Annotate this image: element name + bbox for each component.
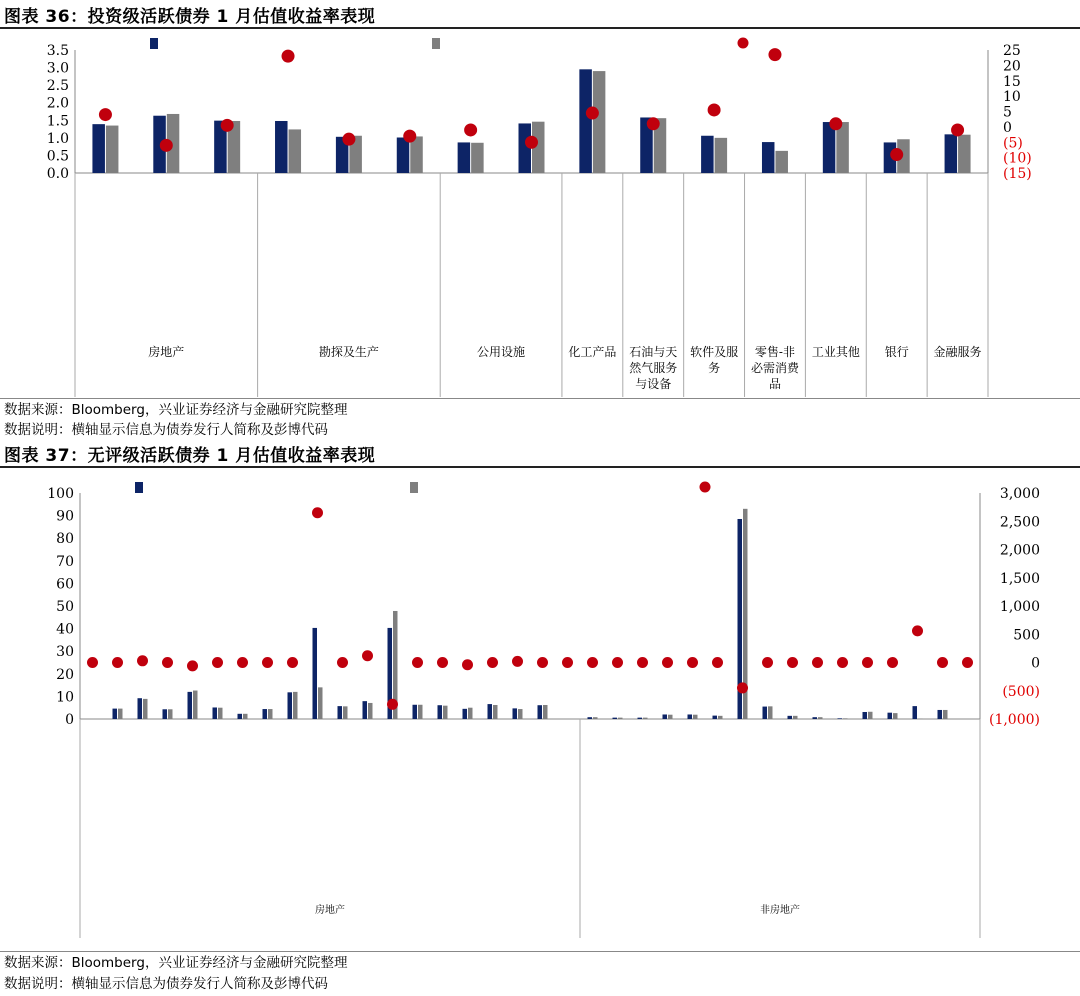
- bar-2021-jan: [513, 708, 518, 719]
- monthly-change-dot: [487, 657, 498, 668]
- right-axis-tick-label: 10: [1003, 89, 1021, 106]
- bar-2021-jan: [213, 707, 218, 719]
- bar-2020-dec: [943, 710, 948, 719]
- right-axis-tick-label: (500): [1002, 683, 1040, 700]
- bar-2020-dec: [243, 714, 248, 719]
- monthly-change-dot: [221, 119, 234, 132]
- monthly-change-dot: [282, 50, 295, 63]
- monthly-change-dot: [287, 657, 298, 668]
- left-axis-tick-label: 1.0: [46, 130, 69, 147]
- bar-2020-dec: [593, 71, 606, 173]
- monthly-change-dot: [829, 117, 842, 130]
- monthly-change-dot: [187, 660, 198, 671]
- bar-2020-dec: [518, 709, 523, 719]
- group-label-line: 银行: [884, 345, 909, 359]
- monthly-change-dot: [737, 682, 748, 693]
- right-axis-tick-label: 1,500: [999, 570, 1040, 587]
- bar-2020-dec: [471, 143, 484, 173]
- figure-36-source: 数据来源：Bloomberg，兴业证券经济与金融研究院整理: [4, 402, 348, 418]
- bar-2021-jan: [688, 714, 693, 719]
- bar-2020-dec: [289, 129, 302, 173]
- group-label-line: 房地产: [148, 345, 185, 359]
- left-axis-tick-label: 10: [56, 689, 74, 706]
- bar-2020-dec: [593, 717, 598, 719]
- bar-2020-dec: [775, 151, 788, 173]
- monthly-change-dot: [160, 139, 173, 152]
- monthly-change-dot: [962, 657, 973, 668]
- monthly-change-dot: [362, 650, 373, 661]
- bar-2021-jan: [538, 705, 543, 719]
- right-axis-tick-label: (5): [1003, 135, 1023, 152]
- monthly-change-dot: [837, 657, 848, 668]
- monthly-change-dot: [525, 136, 538, 149]
- left-axis-tick-label: 0.0: [46, 166, 69, 182]
- bar-2021-jan: [813, 717, 818, 719]
- bar-2020-dec: [668, 715, 673, 719]
- monthly-change-dot: [437, 657, 448, 668]
- monthly-change-dot: [312, 507, 323, 518]
- investment-grade-yield-chart: [0, 30, 1080, 400]
- left-axis-tick-label: 2.0: [46, 95, 69, 112]
- monthly-change-dot: [587, 657, 598, 668]
- bar-2020-dec: [218, 708, 223, 719]
- group-label-line: 软件及服: [690, 345, 739, 359]
- figure-37-source: 数据来源：Bloomberg，兴业证券经济与金融研究院整理: [4, 955, 348, 971]
- monthly-change-dot: [712, 657, 723, 668]
- figure-36-top-rule: [0, 27, 1080, 29]
- bar-2021-jan: [438, 705, 443, 719]
- left-axis-tick-label: 0: [65, 712, 74, 728]
- group-label-line: 必需消费: [750, 361, 799, 375]
- group-label: [315, 903, 345, 916]
- bar-2020-dec: [543, 705, 548, 719]
- bar-2021-jan: [888, 713, 893, 719]
- group-label: [690, 344, 738, 375]
- left-axis-tick-label: 0.5: [46, 148, 69, 165]
- figure-37-remark: 数据说明：横轴显示信息为债券发行人简称及彭博代码: [4, 976, 328, 992]
- bar-2021-jan: [463, 709, 468, 719]
- group-label: [760, 903, 800, 916]
- monthly-change-dot: [562, 657, 573, 668]
- group-label: [568, 344, 616, 359]
- monthly-change-dot: [647, 117, 660, 130]
- group-label: [629, 344, 677, 391]
- legend-swatch: [410, 482, 418, 493]
- legend-swatch: [700, 482, 711, 493]
- group-label-line: 然气服务: [629, 361, 678, 375]
- legend-swatch: [432, 38, 440, 49]
- bar-2021-jan: [762, 142, 775, 173]
- figure-36-remark: 数据说明：横轴显示信息为债券发行人简称及彭博代码: [4, 422, 328, 438]
- bar-2020-dec: [618, 718, 623, 719]
- bar-2021-jan: [275, 121, 288, 173]
- monthly-change-dot: [787, 657, 798, 668]
- monthly-change-dot: [586, 107, 599, 120]
- monthly-change-dot: [612, 657, 623, 668]
- monthly-change-dot: [887, 657, 898, 668]
- right-axis-tick-label: 5: [1003, 104, 1012, 121]
- left-axis-tick-label: 50: [56, 599, 74, 615]
- monthly-change-dot: [403, 130, 416, 143]
- monthly-change-dot: [708, 103, 721, 116]
- bar-2021-jan: [397, 138, 410, 173]
- monthly-change-dot: [87, 657, 98, 668]
- legend-swatch: [135, 482, 143, 493]
- bar-2020-dec: [493, 705, 498, 719]
- bar-2020-dec: [793, 716, 798, 719]
- bar-2021-jan: [188, 692, 193, 719]
- monthly-change-dot: [637, 657, 648, 668]
- monthly-change-dot: [212, 657, 223, 668]
- group-label-line: 品: [768, 377, 781, 391]
- group-label: [934, 344, 982, 359]
- left-axis-tick-label: 40: [56, 621, 74, 638]
- right-axis-tick-label: (15): [1003, 166, 1032, 182]
- monthly-change-dot: [812, 657, 823, 668]
- group-label-line: 非房地产: [760, 905, 800, 916]
- group-label: [477, 345, 525, 359]
- bar-2021-jan: [458, 142, 471, 173]
- monthly-change-dot: [512, 656, 523, 667]
- bar-2020-dec: [368, 703, 373, 719]
- monthly-change-dot: [387, 699, 398, 710]
- bar-2020-dec: [293, 692, 298, 719]
- monthly-change-dot: [99, 108, 112, 121]
- group-label-line: 金融服务: [933, 345, 982, 359]
- bar-2020-dec: [843, 718, 848, 719]
- group-label: [148, 344, 184, 359]
- right-axis-tick-label: 20: [1003, 58, 1021, 75]
- bar-2020-dec: [768, 706, 773, 719]
- bar-2021-jan: [788, 716, 793, 719]
- monthly-change-dot: [342, 133, 355, 146]
- bar-2021-jan: [238, 714, 243, 719]
- group-label: [319, 344, 379, 359]
- bar-2021-jan: [638, 718, 643, 719]
- bar-2021-jan: [588, 717, 593, 719]
- unrated-yield-chart: [0, 468, 1080, 948]
- right-axis-tick-label: (10): [1003, 150, 1032, 167]
- right-axis-tick-label: 0: [1031, 655, 1040, 672]
- bar-2021-jan: [263, 709, 268, 719]
- left-axis-tick-label: 2.5: [46, 78, 69, 95]
- bar-2021-jan: [488, 704, 493, 719]
- left-axis-tick-label: 3.5: [46, 43, 69, 59]
- right-axis-tick-label: 0: [1003, 119, 1012, 136]
- bar-2021-jan: [92, 124, 105, 173]
- bar-2020-dec: [818, 717, 823, 719]
- bar-2021-jan: [313, 628, 318, 719]
- group-label: [751, 344, 800, 391]
- bar-2021-jan: [863, 712, 868, 719]
- monthly-change-dot: [537, 657, 548, 668]
- bar-2021-jan: [413, 705, 418, 719]
- right-axis-tick-label: 15: [1003, 73, 1021, 90]
- figure-36-title: 图表 36：投资级活跃债券 1 月估值收益率表现: [4, 7, 376, 27]
- bar-2021-jan: [913, 706, 918, 719]
- bar-2020-dec: [268, 709, 273, 719]
- group-label-line: 零售-非: [754, 345, 795, 359]
- bar-2020-dec: [693, 715, 698, 719]
- monthly-change-dot: [662, 657, 673, 668]
- left-axis-tick-label: 3.0: [46, 60, 69, 77]
- monthly-change-dot: [262, 657, 273, 668]
- left-axis-tick-label: 100: [47, 486, 74, 502]
- bar-2021-jan: [838, 718, 843, 719]
- bar-2020-dec: [468, 708, 473, 719]
- left-axis-tick-label: 70: [56, 553, 74, 570]
- bar-2020-dec: [193, 691, 198, 719]
- right-axis-tick-label: 2,500: [999, 514, 1040, 531]
- group-label-line: 工业其他: [811, 345, 860, 359]
- monthly-change-dot: [237, 657, 248, 668]
- monthly-change-dot: [687, 657, 698, 668]
- bar-2021-jan: [713, 716, 718, 719]
- left-axis-tick-label: 60: [56, 576, 74, 593]
- left-axis-tick-label: 20: [56, 666, 74, 683]
- group-label-line: 与设备: [635, 377, 672, 391]
- bar-2021-jan: [163, 709, 168, 719]
- bar-2021-jan: [113, 709, 118, 719]
- group-label-line: 勘探及生产: [318, 345, 379, 359]
- monthly-change-dot: [462, 659, 473, 670]
- right-axis-tick-label: 1,000: [999, 599, 1040, 615]
- bar-2020-dec: [893, 713, 898, 719]
- bar-2021-jan: [138, 698, 143, 719]
- bar-2021-jan: [701, 136, 714, 173]
- bar-2020-dec: [643, 718, 648, 719]
- group-label-line: 公用设施: [477, 345, 526, 359]
- bar-2020-dec: [318, 687, 323, 719]
- monthly-change-dot: [112, 657, 123, 668]
- bar-2021-jan: [938, 710, 943, 719]
- bar-2021-jan: [579, 69, 592, 173]
- left-axis-tick-label: 30: [56, 644, 74, 661]
- monthly-change-dot: [464, 123, 477, 136]
- monthly-change-dot: [768, 48, 781, 61]
- bar-2020-dec: [168, 709, 173, 719]
- bar-2021-jan: [338, 706, 343, 719]
- group-label-line: 化工产品: [568, 345, 617, 359]
- monthly-change-dot: [951, 123, 964, 136]
- figure-37-title: 图表 37：无评级活跃债券 1 月估值收益率表现: [4, 446, 376, 466]
- left-axis-tick-label: 1.5: [46, 113, 69, 130]
- left-axis-tick-label: 80: [56, 531, 74, 548]
- group-label-line: 房地产: [315, 905, 345, 916]
- bar-2020-dec: [118, 709, 123, 719]
- bar-2020-dec: [958, 135, 971, 173]
- group-label: [885, 345, 909, 359]
- right-axis-tick-label: 500: [1013, 627, 1040, 644]
- group-label-line: 务: [708, 361, 721, 375]
- bar-2020-dec: [715, 138, 728, 173]
- bar-2020-dec: [143, 699, 148, 719]
- bar-2020-dec: [868, 712, 873, 719]
- legend-swatch: [150, 38, 158, 49]
- monthly-change-dot: [862, 657, 873, 668]
- right-axis-tick-label: (1,000): [988, 712, 1040, 728]
- monthly-change-dot: [412, 657, 423, 668]
- bar-2021-jan: [763, 707, 768, 719]
- right-axis-tick-label: 2,000: [999, 542, 1040, 559]
- bar-2020-dec: [418, 705, 423, 719]
- bar-2021-jan: [613, 718, 618, 719]
- right-axis-tick-label: 25: [1003, 43, 1021, 59]
- bar-2021-jan: [288, 692, 293, 719]
- monthly-change-dot: [162, 657, 173, 668]
- bar-2020-dec: [106, 126, 119, 173]
- monthly-change-dot: [937, 657, 948, 668]
- group-label-line: 石油与天: [629, 345, 678, 359]
- left-axis-tick-label: 90: [56, 508, 74, 525]
- legend-swatch: [738, 38, 749, 49]
- bar-2021-jan: [945, 134, 958, 173]
- monthly-change-dot: [137, 655, 148, 666]
- right-axis-tick-label: 3,000: [999, 486, 1040, 502]
- bar-2020-dec: [343, 706, 348, 719]
- monthly-change-dot: [890, 148, 903, 161]
- bar-2020-dec: [443, 706, 448, 719]
- bar-2021-jan: [663, 714, 668, 719]
- bar-2021-jan: [363, 701, 368, 719]
- monthly-change-dot: [762, 657, 773, 668]
- monthly-change-dot: [337, 657, 348, 668]
- group-label: [812, 344, 860, 359]
- bar-2020-dec: [718, 716, 723, 719]
- monthly-change-dot: [912, 625, 923, 636]
